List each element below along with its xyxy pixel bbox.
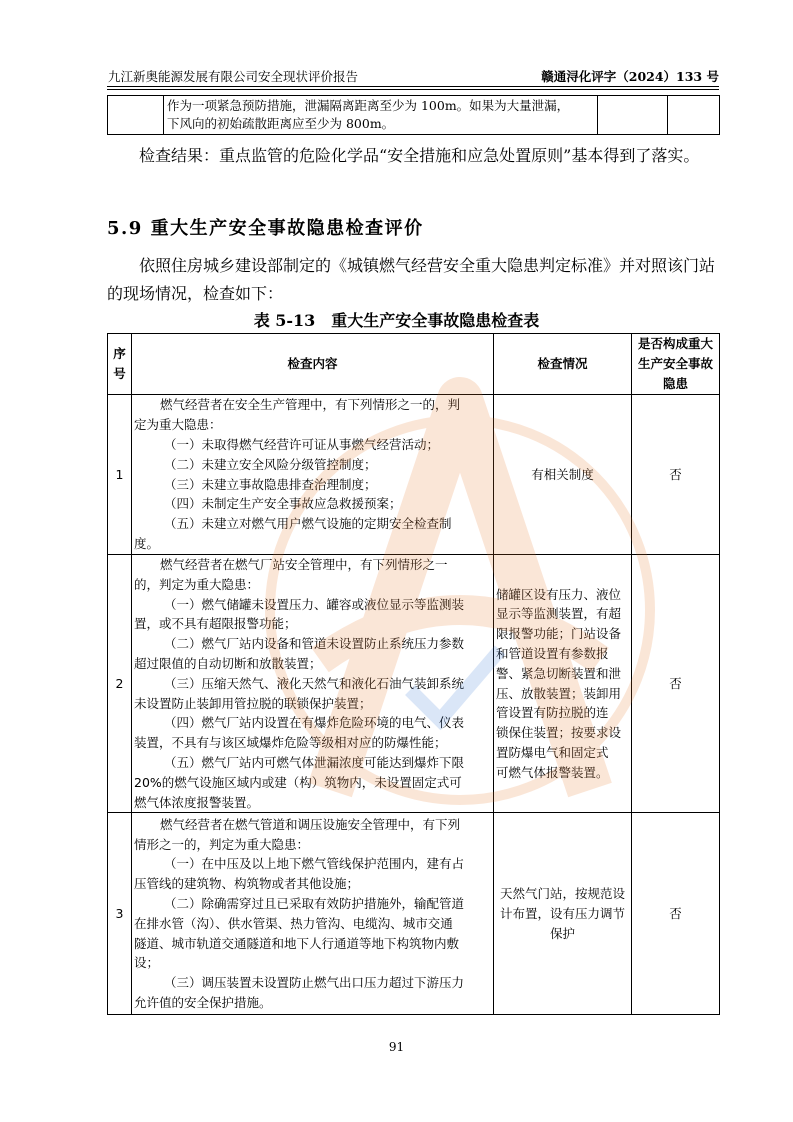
row-result: 否 <box>632 395 720 555</box>
table-row <box>108 555 720 813</box>
header-situation: 检查情况 <box>494 334 632 395</box>
row-content: 燃气经营者在燃气管道和调压设施安全管理中，有下列 情形之一的，判定为重大隐患： （一）在中压及以上地下燃气管线保护范围内，建有占 压管线的建筑物、构筑物或者其他设施； （二）除确需穿过且已采取有效防护措施外，输配管道 在排水管（沟）、供水管渠、热力管沟、电缆沟、城市交通 隧道、城市轨道交通隧道和地下人行通道等地下构筑物内敷 设； （三）调压装置未设置防止燃气出口压力超过下游压力 允许值的安全保护措施。 <box>132 813 494 1015</box>
row-number: 1 <box>108 395 132 555</box>
row-situation: 储罐区设有压力、液位 显示等监测装置，有超 限报警功能；门站设备 和管道设置有参数报 警、紧急切断装置和泄 压、放散装置；装卸用 管设置有防拉脱的连 锁保住装置；按要求设 置防爆电气和固定式 可燃气体报警装置。 <box>494 555 632 813</box>
row-content: 燃气经营者在燃气厂站安全管理中，有下列情形之一 的，判定为重大隐患： （一）燃气储罐未设置压力、罐容或液位显示等监测装 置，或不具有超限报警功能； （二）燃气厂站内设备和管道未设置防止系统压力参数 超过限值的自动切断和放散装置； （三）压缩天然气、液化天然气和液化石油气装卸系统 未设置防止装卸用管拉脱的联锁保护装置； （四）燃气厂站内设置在有爆炸危险环境的电气、仪表 装置，不具有与该区域爆炸危险等级相对应的防爆性能； （五）燃气厂站内可燃气体泄漏浓度可能达到爆炸下限 20%的燃气设施区域内或建（构）筑物内，未设置固定式可 燃气体浓度报警装置。 <box>132 555 494 813</box>
check-result-paragraph: 检查结果：重点监管的危险化学品“安全措施和应急处置原则”基本得到了落实。 <box>139 146 700 165</box>
section-title: 5.9 重大生产安全事故隐患检查评价 <box>107 218 424 239</box>
hazard-check-table <box>107 333 720 1015</box>
page-number: 91 <box>388 1040 405 1054</box>
header-company: 九江新奥能源发展有限公司安全现状评价报告 <box>108 69 359 84</box>
table-row <box>108 395 720 555</box>
table-caption: 表 5-13 重大生产安全事故隐患检查表 <box>253 311 540 330</box>
header-rule-thin <box>107 89 719 90</box>
row-number: 3 <box>108 813 132 1015</box>
header-number: 序号 <box>108 334 132 395</box>
continued-table <box>107 95 720 135</box>
header-result: 是否构成重大生产安全事故隐患 <box>632 334 720 395</box>
table-row <box>108 813 720 1015</box>
row-situation: 天然气门站，按规范设 计布置，设有压力调节 保护 <box>494 813 632 1015</box>
row-number: 2 <box>108 555 132 813</box>
table-header-row <box>108 334 720 395</box>
section-intro-paragraph: 依照住房城乡建设部制定的《城镇燃气经营安全重大隐患判定标准》并对照该门站的现场情况，检查如下： <box>107 256 716 303</box>
continued-table-text: 作为一项紧急预防措施，泄漏隔离距离至少为 100m。如果为大量泄漏， 下风向的初始疏散距离应至少为 800m。 <box>164 96 598 135</box>
header-rule <box>107 86 719 87</box>
row-result: 否 <box>632 555 720 813</box>
row-content: 燃气经营者在安全生产管理中，有下列情形之一的，判 定为重大隐患： （一）未取得燃气经营许可证从事燃气经营活动； （二）未建立安全风险分级管控制度； （三）未建立事故隐患排查治理制度； （四）未制定生产安全事故应急救援预案； （五）未建立对燃气用户燃气设施的定期安全检查制 度。 <box>132 395 494 555</box>
header-report-number: 赣通浔化评字（2024）133 号 <box>541 69 719 84</box>
row-situation: 有相关制度 <box>494 395 632 555</box>
header-content: 检查内容 <box>132 334 494 395</box>
row-result: 否 <box>632 813 720 1015</box>
